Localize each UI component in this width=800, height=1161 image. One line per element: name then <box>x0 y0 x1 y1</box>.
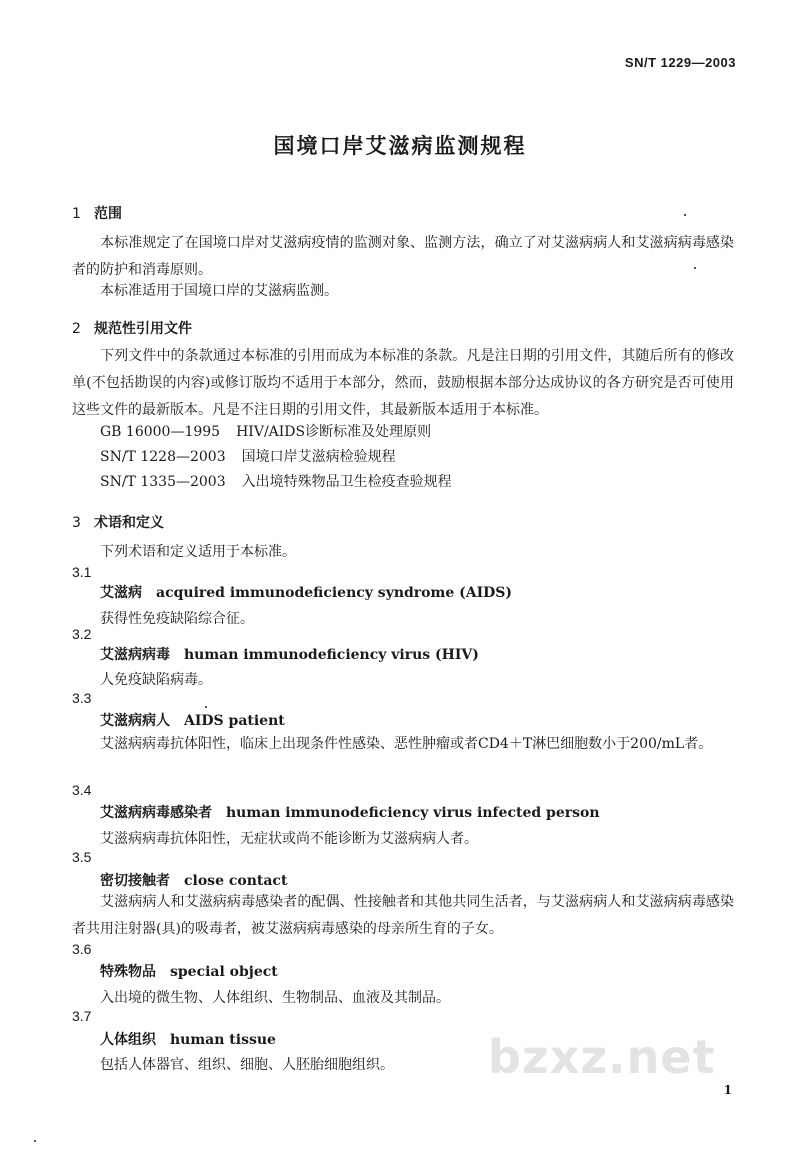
term-definition: 入出境的微生物、人体组织、生物制品、血液及其制品。 <box>100 990 450 1006</box>
section-1-para-1 <box>72 230 734 284</box>
scan-speck <box>684 214 686 216</box>
term-zh: 特殊物品 <box>100 964 156 980</box>
watermark: bzxz.net <box>488 1030 716 1084</box>
term-entry <box>100 802 600 822</box>
term-zh: 艾滋病病毒 <box>100 647 170 663</box>
ref-title: 入出境特殊物品卫生检疫查验规程 <box>241 474 452 490</box>
term-definition <box>72 889 734 943</box>
section-1-number: 1 <box>72 206 81 222</box>
section-3-number: 3 <box>72 515 81 531</box>
term-en: special object <box>170 964 278 980</box>
term-zh: 艾滋病病毒感染者 <box>100 805 212 821</box>
term-definition: 艾滋病病毒抗体阳性，无症状或尚不能诊断为艾滋病病人者。 <box>100 831 478 847</box>
ref-title: HIV/AIDS诊断标准及处理原则 <box>236 424 432 440</box>
section-1-title: 范围 <box>94 206 122 222</box>
term-definition <box>72 731 734 758</box>
term-entry <box>100 582 512 602</box>
section-2-heading <box>72 318 192 338</box>
ref-code: SN/T 1335—2003 <box>100 474 226 490</box>
term-definition: 获得性免疫缺陷综合征。 <box>100 611 254 627</box>
term-zh: 密切接触者 <box>100 873 170 889</box>
section-3-intro: 下列术语和定义适用于本标准。 <box>100 544 296 560</box>
ref-item-1 <box>100 421 431 441</box>
term-en: human tissue <box>170 1032 276 1048</box>
section-1-para-1-text: 本标准规定了在国境口岸对艾滋病疫情的监测对象、监测方法，确立了对艾滋病病人和艾滋病病毒感染者的防护和消毒原则。 <box>72 235 734 278</box>
clause-number: 3.1 <box>72 564 92 580</box>
clause-number: 3.6 <box>72 941 92 957</box>
term-zh: 人体组织 <box>100 1032 156 1048</box>
term-definition: 人免疫缺陷病毒。 <box>100 672 212 688</box>
term-zh: 艾滋病 <box>100 585 142 601</box>
ref-item-3 <box>100 471 452 491</box>
section-2-number: 2 <box>72 321 81 337</box>
term-en: human immunodeficiency virus (HIV) <box>184 647 479 663</box>
scan-speck <box>694 267 696 269</box>
page-number: 1 <box>723 1083 732 1097</box>
clause-number: 3.5 <box>72 849 92 865</box>
term-en: AIDS patient <box>184 713 285 729</box>
section-3-heading <box>72 512 164 532</box>
clause-number: 3.7 <box>72 1008 92 1024</box>
clause-number: 3.3 <box>72 690 92 706</box>
term-zh: 艾滋病病人 <box>100 713 170 729</box>
term-entry <box>100 644 479 664</box>
ref-code: SN/T 1228—2003 <box>100 449 226 465</box>
term-entry <box>100 710 285 730</box>
term-definition-text: 艾滋病病人和艾滋病病毒感染者的配偶、性接触者和其他共同生活者，与艾滋病病人和艾滋病病毒感染者共用注射器(具)的吸毒者，被艾滋病病毒感染的母亲所生育的子女。 <box>72 894 734 937</box>
section-1-heading <box>72 203 122 223</box>
ref-title: 国境口岸艾滋病检验规程 <box>241 449 396 465</box>
term-entry <box>100 870 287 890</box>
document-title: 国境口岸艾滋病监测规程 <box>273 134 527 158</box>
clause-number: 3.4 <box>72 782 92 798</box>
standard-code: SN/T 1229—2003 <box>624 55 736 70</box>
section-2-para-1-text: 下列文件中的条款通过本标准的引用而成为本标准的条款。凡是注日期的引用文件，其随后所有的修改单(不包括勘误的内容)或修订版均不适用于本部分，然而，鼓励根据本部分达成协议的各方研究是否可使用这些文件的最新版本。凡是不注日期的引用文件，其最新版本适用于本标准。 <box>72 348 734 418</box>
section-1-para-2-text: 本标准适用于国境口岸的艾滋病监测。 <box>100 283 338 299</box>
ref-code: GB 16000—1995 <box>100 424 221 440</box>
term-entry <box>100 961 278 981</box>
clause-number: 3.2 <box>72 626 92 642</box>
section-3-title: 术语和定义 <box>94 515 164 531</box>
term-en: close contact <box>184 873 288 889</box>
scan-speck <box>205 706 207 708</box>
term-en: human immunodeficiency virus infected person <box>226 805 600 821</box>
term-entry <box>100 1029 276 1049</box>
ref-item-2 <box>100 446 396 466</box>
term-en: acquired immunodeficiency syndrome (AIDS) <box>156 585 513 601</box>
section-2-para-1 <box>72 343 734 424</box>
section-1-para-2 <box>72 278 734 305</box>
section-2-title: 规范性引用文件 <box>94 321 192 337</box>
term-definition: 包括人体器官、组织、细胞、人胚胎细胞组织。 <box>100 1057 394 1073</box>
scan-speck <box>34 1140 36 1142</box>
term-definition-text: 艾滋病病毒抗体阳性，临床上出现条件性感染、恶性肿瘤或者CD4＋T淋巴细胞数小于200/mL者。 <box>100 736 713 752</box>
